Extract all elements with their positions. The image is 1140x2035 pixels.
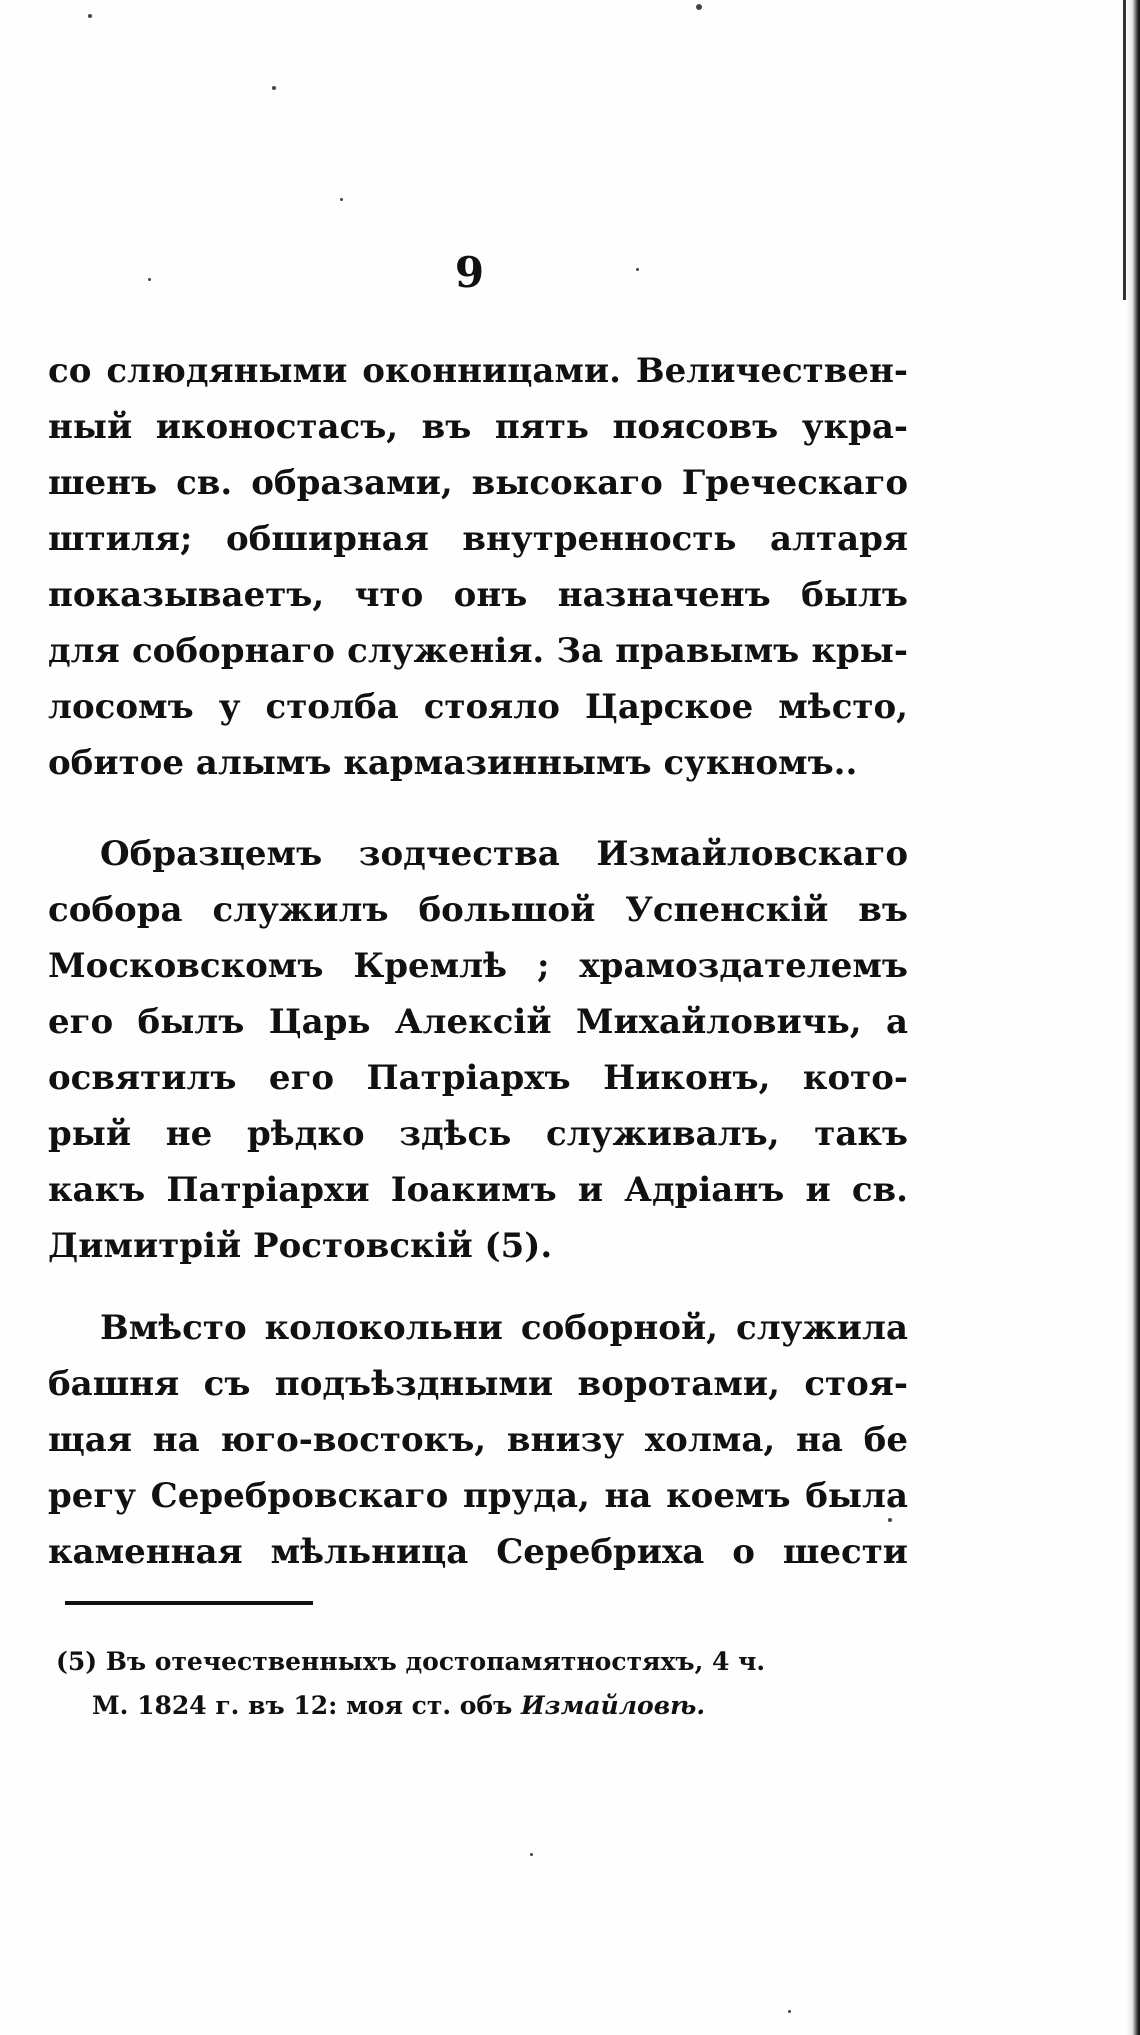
- text-line: освятилъ его Патріархъ Никонъ, кото-: [48, 1058, 908, 1098]
- scan-speck: [272, 86, 276, 90]
- footnote: [56, 1640, 916, 1728]
- text-line: Димитрій Ростовскій (5).: [48, 1226, 553, 1266]
- footnote-divider: [65, 1601, 313, 1605]
- text-line: его былъ Царь Алексій Михайловичь, а: [48, 1002, 908, 1042]
- paragraph-1: [48, 343, 908, 791]
- text-line: показываетъ, что онъ назначенъ былъ: [48, 575, 908, 615]
- text-line: Вмѣсто колокольни соборной, служила: [100, 1308, 908, 1348]
- scan-speck: [696, 4, 702, 10]
- text-line: со слюдяными оконницами. Величествен-: [48, 351, 908, 391]
- scan-speck: [88, 14, 92, 18]
- text-line: Образцемъ зодчества Измайловскаго: [100, 834, 908, 874]
- footnote-italic-title: Измайловѣ.: [521, 1691, 706, 1720]
- scan-speck: [530, 1853, 533, 1856]
- text-line: Московскомъ Кремлѣ ; храмоздателемъ: [48, 946, 908, 986]
- footnote-citation: М. 1824 г. въ 12: моя ст. объ: [92, 1691, 513, 1720]
- scan-speck: [340, 198, 343, 201]
- scan-speck: [788, 2010, 791, 2013]
- paragraph-3: [48, 1300, 908, 1580]
- footnote-line: [56, 1684, 916, 1728]
- text-line: обитое алымъ кармазиннымъ сукномъ..: [48, 743, 858, 783]
- text-line: регу Серебровскаго пруда, на коемъ была: [48, 1476, 908, 1516]
- text-line: каменная мѣльница Серебриха о шести: [48, 1532, 908, 1572]
- text-line: штиля; обширная внутренность алтаря: [48, 519, 908, 559]
- paragraph-2: [48, 826, 908, 1274]
- text-line: какъ Патріархи Іоакимъ и Адріанъ и св.: [48, 1170, 908, 1210]
- page-number: 9: [454, 248, 486, 297]
- text-line: лосомъ у столба стояло Царское мѣсто,: [48, 687, 908, 727]
- text-line: собора служилъ большой Успенскій въ: [48, 890, 908, 930]
- text-line: ный иконостасъ, въ пять поясовъ укра-: [48, 407, 908, 447]
- text-line: щая на юго-востокъ, внизу холма, на бе: [48, 1420, 908, 1460]
- text-line: башня съ подъѣздными воротами, стоя-: [48, 1364, 908, 1404]
- text-line: шенъ св. образами, высокаго Греческаго: [48, 463, 908, 503]
- page-edge-line: [1123, 0, 1126, 300]
- footnote-line: (5) Въ отечественныхъ достопамятностяхъ, 4 ч.: [56, 1647, 766, 1676]
- page-edge-shadow: [1126, 0, 1140, 2035]
- text-line: для соборнаго служенія. За правымъ кры-: [48, 631, 908, 671]
- text-line: рый не рѣдко здѣсь служивалъ, такъ: [48, 1114, 908, 1154]
